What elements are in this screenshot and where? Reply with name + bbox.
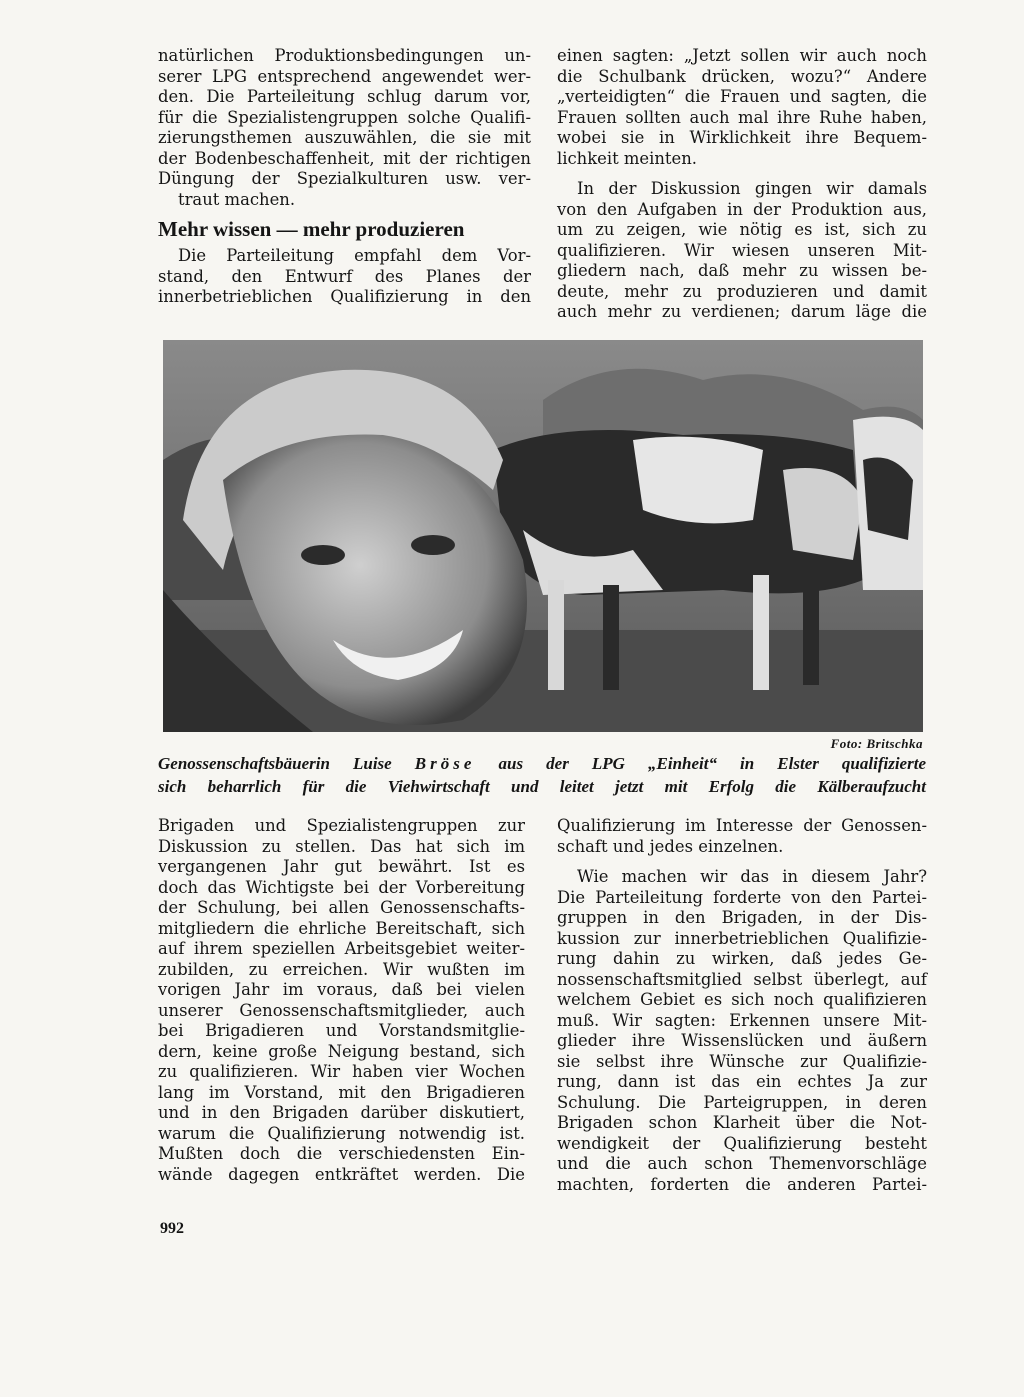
text-line: gliedern nach, daß mehr zu wissen be- bbox=[557, 261, 927, 280]
page-number: 992 bbox=[160, 1220, 184, 1237]
bottom-right-column bbox=[557, 816, 927, 1195]
text-line: „verteidigten“ die Frauen und sagten, die bbox=[557, 87, 927, 106]
photo-credit: Foto: Britschka bbox=[830, 736, 923, 751]
text-line: Die Parteileitung forderte von den Partei- bbox=[557, 887, 927, 907]
text-line: bei Brigadieren und Vorstandsmitglie- bbox=[158, 1021, 525, 1040]
text-line: traut machen. bbox=[178, 189, 296, 209]
text-line: glieder ihre Wissenslücken und äußern bbox=[557, 1031, 927, 1050]
text-line: auch mehr zu verdienen; darum läge die bbox=[557, 302, 927, 321]
caption-line: sich beharrlich für die Viehwirtschaft und leitet jetzt mit Erfolg die Kälberaufzucht bbox=[158, 777, 926, 796]
text-line: warum die Qualifizierung notwendig ist. bbox=[158, 1123, 525, 1143]
text-line: Wie machen wir das in diesem Jahr? bbox=[577, 867, 927, 886]
text-line: wobei sie in Wirklichkeit ihre Bequem- bbox=[557, 128, 927, 147]
text-line: und die auch schon Themenvorschläge bbox=[557, 1154, 927, 1173]
text-line: um zu zeigen, wie nötig es ist, sich zu bbox=[557, 220, 927, 239]
text-line: muß. Wir sagten: Erkennen unsere Mit- bbox=[557, 1010, 927, 1030]
text-line: In der Diskussion gingen wir damals bbox=[577, 179, 927, 198]
text-line: Diskussion zu stellen. Das hat sich im bbox=[158, 836, 525, 856]
text-line: Schulung. Die Parteigruppen, in deren bbox=[557, 1092, 927, 1112]
text-line: Brigaden schon Klarheit über die Not- bbox=[557, 1113, 927, 1132]
text-line: Mußten doch die verschiedensten Ein- bbox=[158, 1144, 525, 1163]
text-line: rung dahin zu wirken, daß jedes Ge- bbox=[557, 949, 927, 968]
text-line: Brigaden und Spezialistengruppen zur bbox=[158, 816, 525, 835]
text-line: wendigkeit der Qualifizierung besteht bbox=[557, 1133, 927, 1153]
caption-line: Genossenschaftsbäuerin Luise Bröse aus der LPG „Einheit“ in Elster qualifizierte bbox=[158, 754, 926, 773]
text-line: welchem Gebiet es sich noch qualifizieren bbox=[557, 990, 927, 1009]
text-line: Die Parteileitung empfahl dem Vor- bbox=[178, 246, 531, 265]
text-line: und in den Brigaden darüber diskutiert, bbox=[158, 1103, 525, 1122]
text-line: machten, forderten die anderen Partei- bbox=[557, 1174, 927, 1194]
text-line: kussion zur innerbetrieblichen Qualifizie- bbox=[557, 928, 927, 948]
text-line: natürlichen Produktionsbedingungen un- bbox=[158, 46, 531, 65]
text-line: vorigen Jahr im voraus, daß bei vielen bbox=[158, 980, 525, 999]
text-line: wände dagegen entkräftet werden. Die bbox=[158, 1164, 525, 1184]
text-line: die Schulbank drücken, wozu?“ Andere bbox=[557, 66, 927, 86]
text-line: rung, dann ist das ein echtes Ja zur bbox=[557, 1072, 927, 1091]
text-line: Düngung der Spezialkulturen usw. ver- bbox=[158, 169, 531, 188]
text-line: der Schulung, bei allen Genossenschafts- bbox=[158, 898, 525, 917]
text-line: unserer Genossenschaftsmitglieder, auch bbox=[158, 1000, 525, 1020]
text-line: serer LPG entsprechend angewendet wer- bbox=[158, 66, 531, 86]
text-line: qualifizieren. Wir wiesen unseren Mit- bbox=[557, 240, 927, 260]
text-line: auf ihrem speziellen Arbeitsgebiet weiter- bbox=[158, 939, 525, 958]
top-left-column bbox=[158, 46, 531, 308]
top-right-column bbox=[557, 46, 927, 323]
text-line: stand, den Entwurf des Planes der bbox=[158, 266, 531, 286]
text-line: zubilden, zu erreichen. Wir wußten im bbox=[158, 959, 525, 979]
text-line: Qualifizierung im Interesse der Genossen- bbox=[557, 816, 927, 835]
text-line: dern, keine große Neigung bestand, sich bbox=[158, 1041, 525, 1061]
text-line: Frauen sollten auch mal ihre Ruhe haben, bbox=[557, 107, 927, 127]
section-heading: Mehr wissen — mehr produzieren bbox=[158, 217, 465, 241]
text-line: schaft und jedes einzelnen. bbox=[557, 836, 784, 856]
text-line: gruppen in den Brigaden, in der Dis- bbox=[557, 908, 927, 927]
text-line: zu qualifizieren. Wir haben vier Wochen bbox=[158, 1062, 525, 1081]
photo-caption bbox=[158, 752, 926, 798]
text-line: einen sagten: „Jetzt sollen wir auch noch bbox=[557, 46, 927, 65]
text-line: von den Aufgaben in der Produktion aus, bbox=[557, 199, 927, 219]
text-line: innerbetrieblichen Qualifizierung in den bbox=[158, 287, 531, 306]
photo bbox=[163, 340, 923, 732]
text-line: doch das Wichtigste bei der Vorbereitung bbox=[158, 877, 525, 897]
text-line: mitgliedern die ehrliche Bereitschaft, sich bbox=[158, 918, 525, 938]
text-line: lichkeit meinten. bbox=[557, 148, 697, 168]
text-line: lang im Vorstand, mit den Brigadieren bbox=[158, 1082, 525, 1102]
bottom-left-column bbox=[158, 816, 525, 1185]
text-line: deute, mehr zu produzieren und damit bbox=[557, 281, 927, 301]
text-line: für die Spezialistengruppen solche Qualifi- bbox=[158, 107, 531, 127]
text-line: sie selbst ihre Wünsche zur Qualifizie- bbox=[557, 1051, 927, 1071]
text-line: zierungsthemen auszuwählen, die sie mit bbox=[158, 128, 531, 147]
caption-name: Bröse bbox=[414, 754, 476, 773]
text-line: nossenschaftsmitglied selbst überlegt, auf bbox=[557, 969, 927, 989]
text-line: der Bodenbeschaffenheit, mit der richtigen bbox=[158, 148, 531, 168]
text-line: den. Die Parteileitung schlug darum vor, bbox=[158, 87, 531, 106]
text-line: vergangenen Jahr gut bewährt. Ist es bbox=[158, 857, 525, 876]
photo-illustration bbox=[163, 340, 923, 732]
